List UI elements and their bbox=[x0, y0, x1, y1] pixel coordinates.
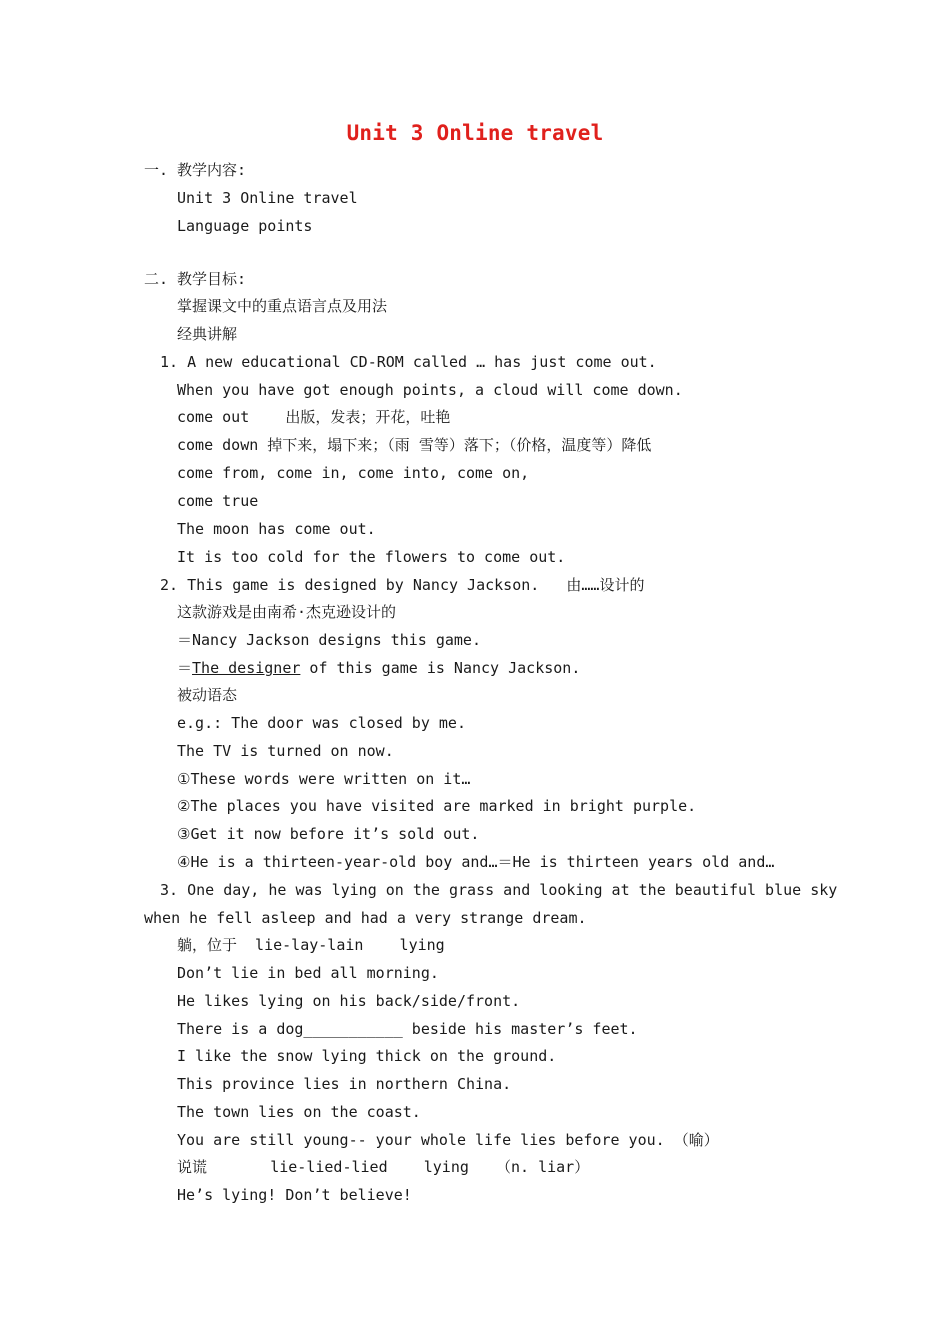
text-line: come out 出版，发表；开花，吐艳 bbox=[177, 408, 451, 426]
text-line: e.g.: The door was closed by me. bbox=[177, 714, 466, 732]
text-line: 掌握课文中的重点语言点及用法 bbox=[177, 297, 388, 315]
section-heading-goals: 二. 教学目标: bbox=[144, 270, 247, 288]
document-title: Unit 3 Online travel bbox=[346, 121, 604, 145]
text-line: He’s lying! Don’t believe! bbox=[177, 1186, 412, 1204]
text-line: I like the snow lying thick on the ground. bbox=[177, 1047, 557, 1065]
text-line: 躺，位于 lie-lay-lain lying bbox=[177, 936, 445, 954]
sentence-rest: of this game is Nancy Jackson. bbox=[300, 659, 581, 677]
text-line: come down 掉下来，塌下来；（雨 雪等）落下；（价格，温度等）降低 bbox=[177, 436, 652, 454]
text-line: 说谎 lie-lied-lied lying （n. liar） bbox=[177, 1158, 590, 1176]
underlined-phrase: The designer bbox=[192, 659, 301, 677]
text-line: You are still young-- your whole life lies before you. （喻） bbox=[177, 1131, 719, 1149]
numbered-point-2: 2. This game is designed by Nancy Jackson. 由……设计的 bbox=[160, 576, 645, 594]
text-line: ＝Nancy Jackson designs this game. bbox=[177, 631, 481, 649]
numbered-point-1: 1. A new educational CD-ROM called … has just come out. bbox=[160, 353, 657, 371]
equals-sign: ＝ bbox=[177, 659, 193, 677]
text-line: The town lies on the coast. bbox=[177, 1103, 421, 1121]
text-line: Unit 3 Online travel bbox=[177, 189, 358, 207]
text-line: when he fell asleep and had a very strange dream. bbox=[144, 909, 587, 927]
text-line: come from, come in, come into, come on, bbox=[177, 464, 530, 482]
text-line: When you have got enough points, a cloud will come down. bbox=[177, 381, 683, 399]
section-heading-content: 一. 教学内容: bbox=[144, 161, 247, 179]
numbered-point-3: 3. One day, he was lying on the grass and looking at the beautiful blue sky bbox=[160, 881, 838, 899]
text-line: The moon has come out. bbox=[177, 520, 376, 538]
text-line: ①These words were written on it… bbox=[177, 770, 471, 788]
text-line: There is a dog___________ beside his master’s feet. bbox=[177, 1020, 638, 1038]
text-line: This province lies in northern China. bbox=[177, 1075, 512, 1093]
text-line: It is too cold for the flowers to come out. bbox=[177, 548, 566, 566]
text-line: come true bbox=[177, 492, 259, 510]
text-line: Language points bbox=[177, 217, 313, 235]
text-line: ②The places you have visited are marked in bright purple. bbox=[177, 797, 697, 815]
text-line: 这款游戏是由南希·杰克逊设计的 bbox=[177, 603, 397, 621]
text-line-underlined bbox=[177, 659, 580, 677]
text-line: ④He is a thirteen-year-old boy and…＝He is thirteen years old and… bbox=[177, 853, 775, 871]
text-line: Don’t lie in bed all morning. bbox=[177, 964, 439, 982]
text-line: The TV is turned on now. bbox=[177, 742, 394, 760]
text-line: 被动语态 bbox=[177, 686, 238, 704]
text-line: ③Get it now before it’s sold out. bbox=[177, 825, 480, 843]
text-line: 经典讲解 bbox=[177, 325, 238, 343]
text-line: He likes lying on his back/side/front. bbox=[177, 992, 521, 1010]
